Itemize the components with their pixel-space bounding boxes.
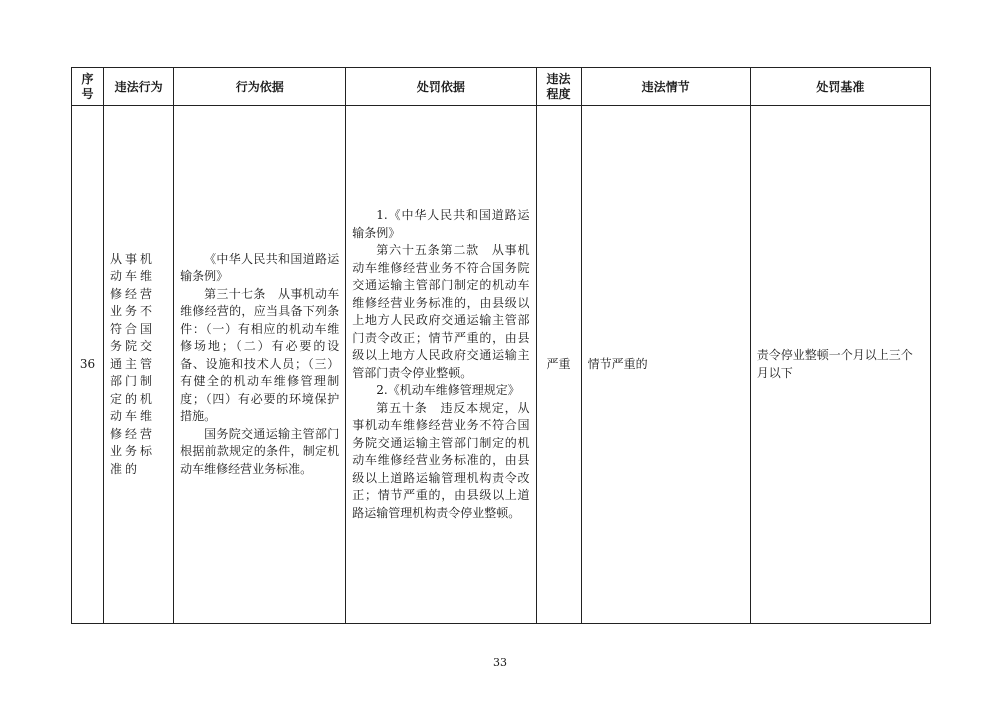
header-seq: 序号 xyxy=(72,68,104,106)
cell-conduct-basis xyxy=(174,106,346,624)
page-number: 33 xyxy=(493,656,507,669)
header-circumstance: 违法情节 xyxy=(581,68,750,106)
cell-standard: 责令停业整顿一个月以上三个月以下 xyxy=(750,106,930,624)
table-row xyxy=(72,106,931,624)
basis-article-37: 第三十七条 从事机动车维修经营的，应当具备下列条件：（一）有相应的机动车维修场地；（二）有必要的设备、设施和技术人员；（三）有健全的机动车维修管理制度；（四）有必要的环境保护措施。 xyxy=(180,286,340,424)
cell-penalty-basis xyxy=(346,106,536,624)
penalty-article-65: 第六十五条第二款 从事机动车维修经营业务不符合国务院交通运输主管部门制定的机动车维修经营业务标准的，由县级以上地方人民政府交通运输主管部门责令改正；情节严重的，由县级以上地方人民政府交通运输主管部门责令停业整顿。 xyxy=(352,243,530,380)
header-penalty-basis: 处罚依据 xyxy=(346,68,536,106)
penalty-table xyxy=(71,67,931,624)
cell-circumstance: 情节严重的 xyxy=(581,106,750,624)
basis-law-title: 《中华人民共和国道路运输条例》 xyxy=(180,251,340,284)
header-violation: 违法行为 xyxy=(104,68,174,106)
cell-degree: 严重 xyxy=(536,106,581,624)
basis-standard-clause: 国务院交通运输主管部门根据前款规定的条件，制定机动车维修经营业务标准。 xyxy=(180,426,340,476)
cell-violation: 从事机动车维修经营业务不符合国务院交通主管部门制定的机动车维修经营业务标准的 xyxy=(104,106,174,624)
cell-seq: 36 xyxy=(72,106,104,624)
header-conduct-basis: 行为依据 xyxy=(174,68,346,106)
penalty-article-50: 第五十条 违反本规定，从事机动车维修经营业务不符合国务院交通运输主管部门制定的机动车维修经营业务标准的，由县级以上道路运输管理机构责令改正；情节严重的，由县级以上道路运输管理机构责令停业整顿。 xyxy=(352,400,530,520)
header-degree: 违法程度 xyxy=(536,68,581,106)
penalty-law-title-1: 1.《中华人民共和国道路运输条例》 xyxy=(352,208,530,240)
table-header-row xyxy=(72,68,931,106)
penalty-law-title-2: 2.《机动车维修管理规定》 xyxy=(376,383,520,397)
header-standard: 处罚基准 xyxy=(750,68,930,106)
